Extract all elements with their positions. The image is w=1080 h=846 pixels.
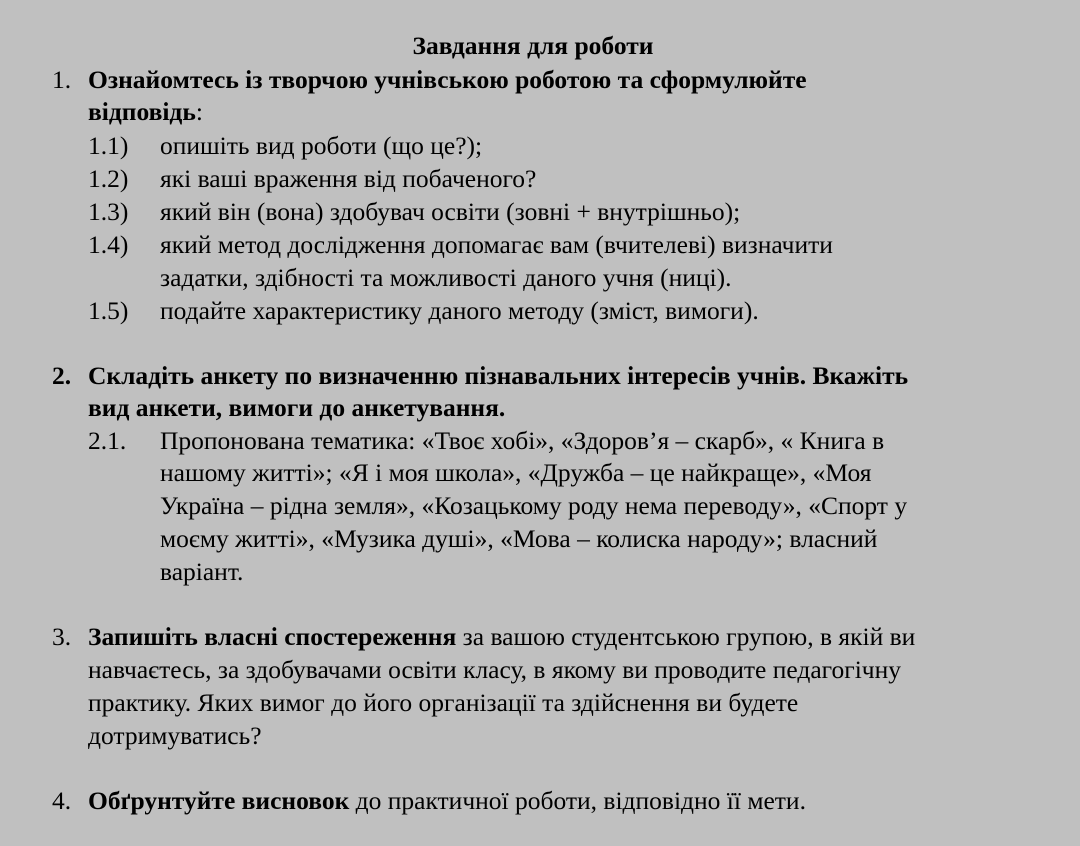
task-2-1-text-line-5: варіант. [160,557,244,586]
task-1-heading-text-2: відповідь [88,97,196,126]
task-4-bold-part: Обґрунтуйте висновок [88,786,350,815]
task-1-4-text-line-1: який метод дослідження допомагає вам (вчителеві) визначити [160,230,833,259]
task-4-number: 4. [52,786,72,815]
task-2-1-text-line-2: нашому житті»; «Я і моя школа», «Дружба – це найкраще», «Моя [160,458,872,487]
page-title: Завдання для роботи [412,31,654,60]
task-1-heading-line-2 [88,96,203,129]
task-4-line-1 [88,785,806,818]
task-1-1-number: 1.1) [88,131,129,160]
task-4-line-1-rest: до практичної роботи, відповідно її мети. [349,786,806,815]
task-1-number: 1. [52,65,72,94]
task-1-2-text: які ваші враження від побаченого? [160,164,537,193]
task-2-number: 2. [52,361,72,390]
task-3-line-1-rest: за вашою студентською групою, в якій ви [456,622,916,651]
task-2-heading-line-1: Складіть анкету по визначенню пізнавальних інтересів учнів. Вкажіть [88,361,909,390]
task-1-heading-colon: : [195,97,203,126]
task-2-1-text-line-1: Пропонована тематика: «Твоє хобі», «Здоров’я – скарб», « Книга в [160,426,885,455]
task-1-1-text: опишіть вид роботи (що це?); [160,131,483,160]
task-3-line-1 [88,621,915,654]
task-2-heading-line-2: вид анкети, вимоги до анкетування. [88,393,506,422]
task-1-3-text: який він (вона) здобувач освіти (зовні + внутрішньо); [160,197,741,226]
task-3-number: 3. [52,622,72,651]
task-2-1-number: 2.1. [88,426,127,455]
task-1-2-number: 1.2) [88,164,129,193]
task-1-5-text: подайте характеристику даного методу (зміст, вимоги). [160,296,759,325]
task-1-4-number: 1.4) [88,230,129,259]
task-3-line-4: дотримуватись? [88,721,262,750]
task-1-5-number: 1.5) [88,296,129,325]
task-3-line-2: навчаєтесь, за здобувачами освіти класу, в якому ви проводите педагогічну [88,655,901,684]
task-1-heading-text-1: Ознайомтесь із творчою учнівською роботою та сформулюйте [88,65,807,94]
task-3-bold-part: Запишіть власні спостереження [88,622,457,651]
task-1-heading-line-1 [88,64,807,97]
task-1-3-number: 1.3) [88,197,129,226]
task-1-4-text-line-2: задатки, здібності та можливості даного учня (ниці). [160,263,732,292]
task-2-1-text-line-3: Україна – рідна земля», «Козацькому роду нема переводу», «Спорт у [160,491,908,520]
task-3-line-3: практику. Яких вимог до його організації та здійснення ви будете [88,688,799,717]
task-2-1-text-line-4: моєму житті», «Музика душі», «Мова – колиска народу»; власний [160,524,878,553]
